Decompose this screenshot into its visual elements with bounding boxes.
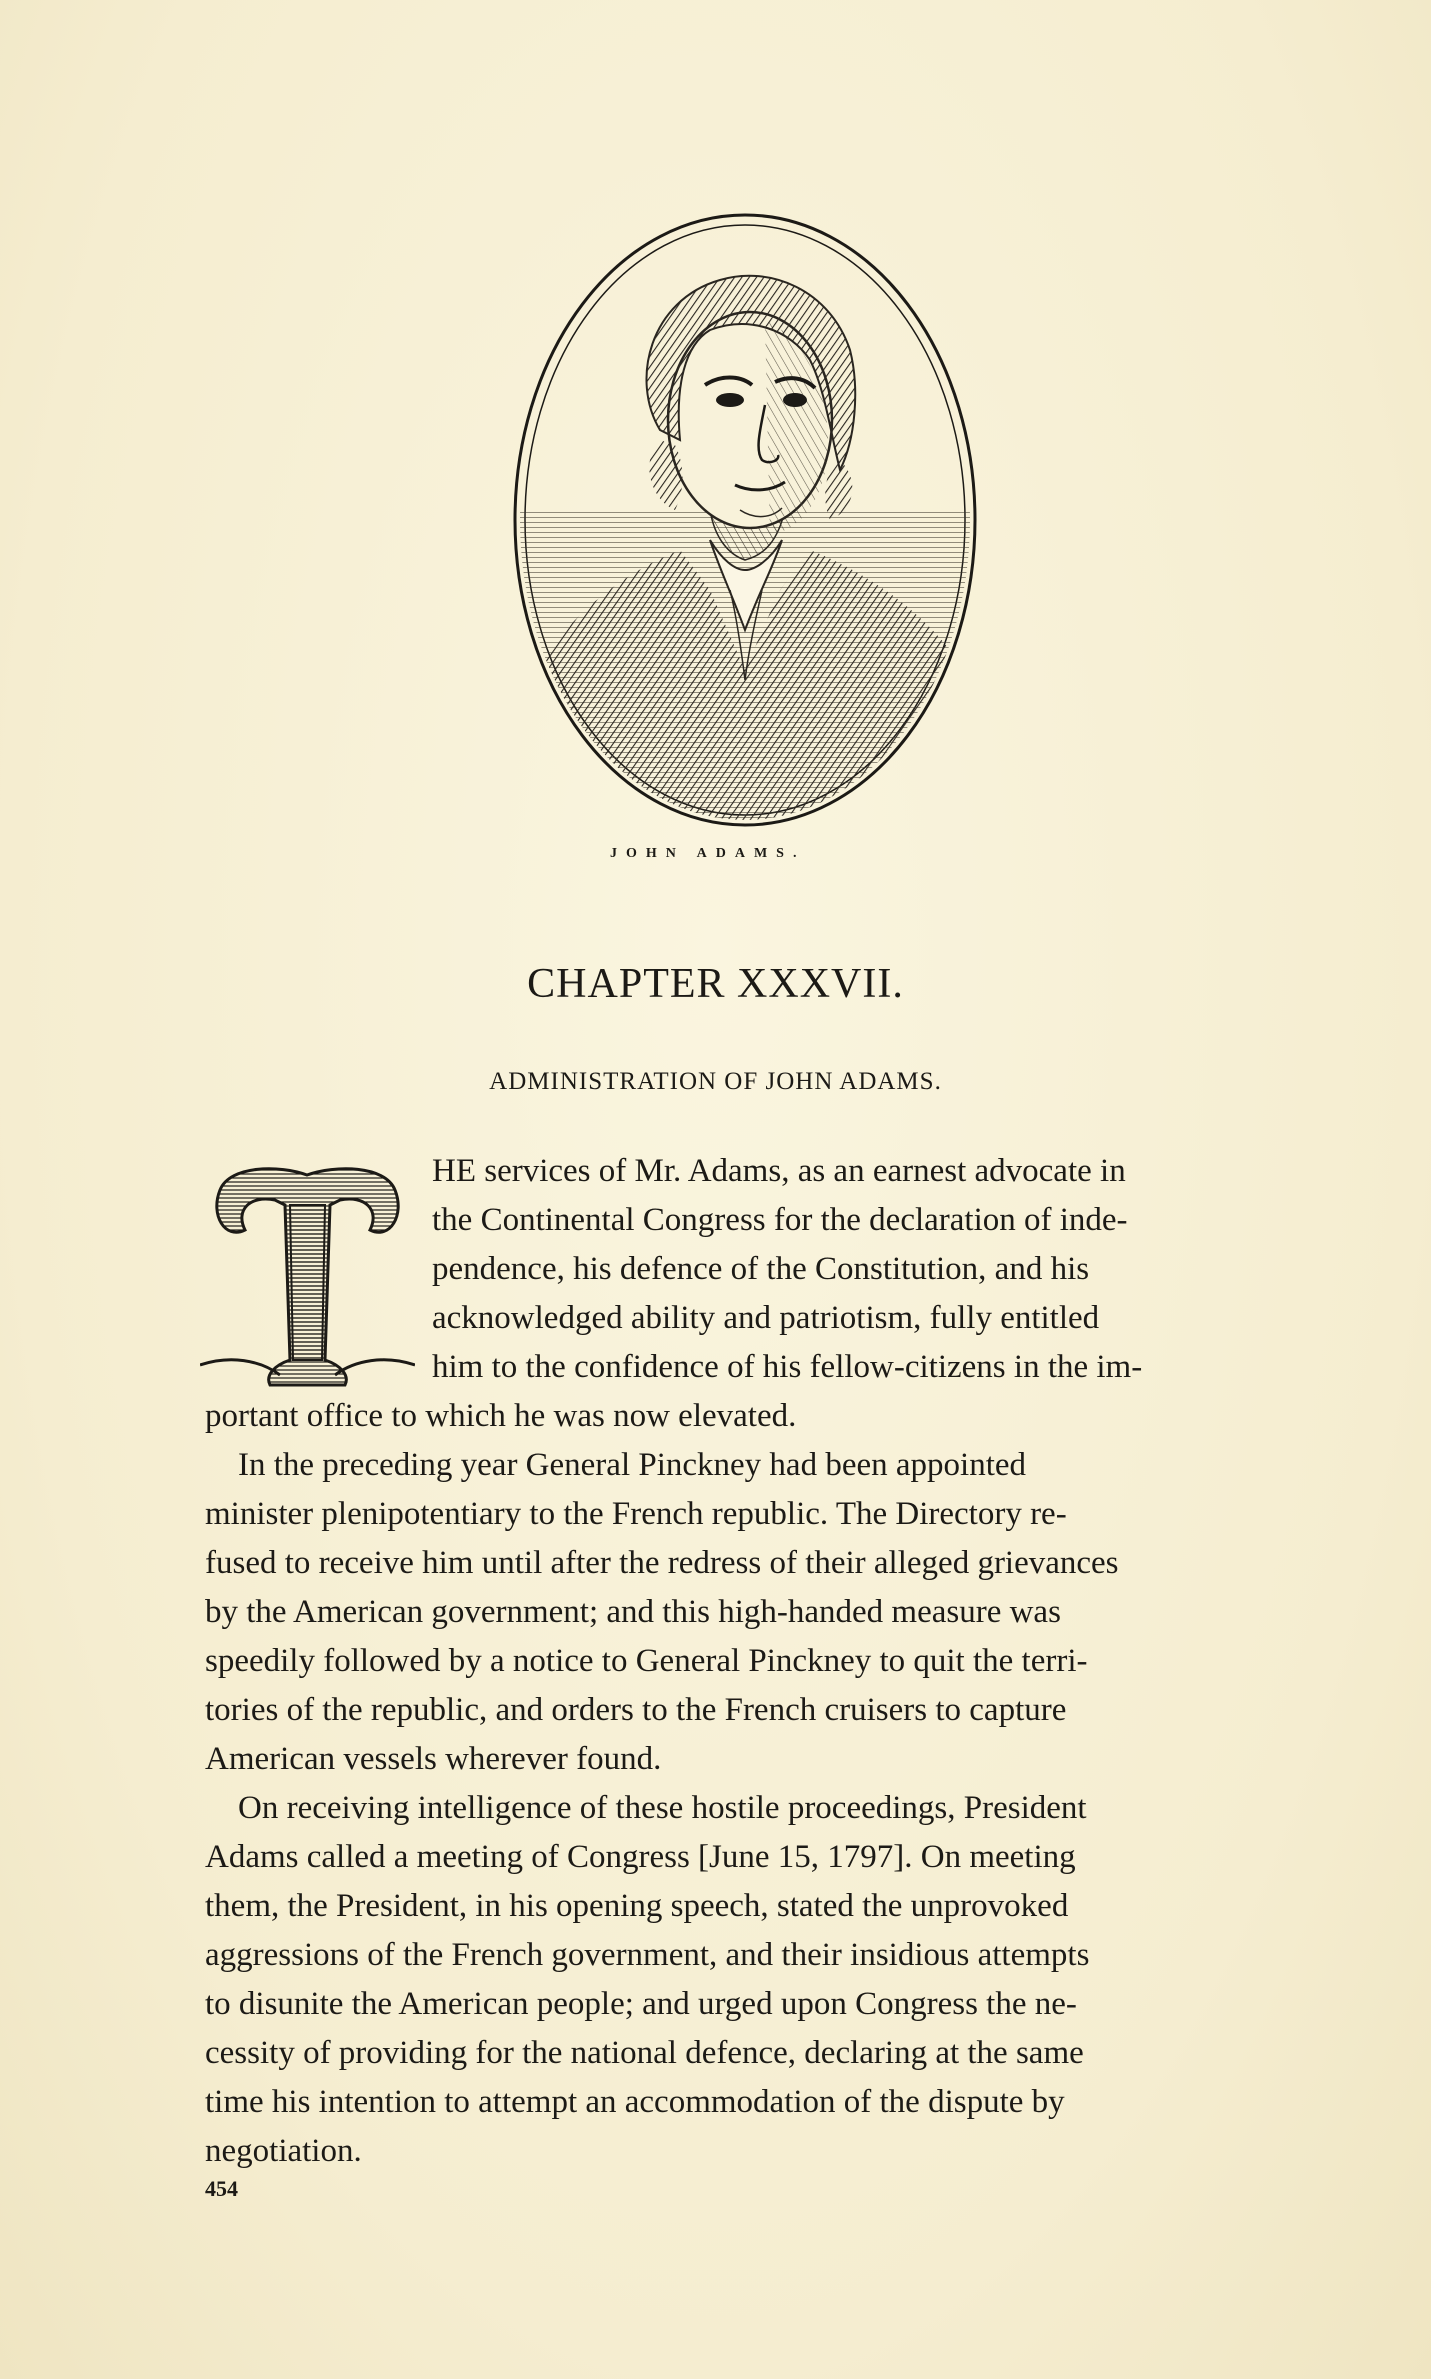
text-line: by the American government; and this high-handed measure was: [205, 1594, 1061, 1630]
text-line: fused to receive him until after the redress of their alleged grievances: [205, 1545, 1119, 1581]
portrait-caption: JOHN ADAMS.: [610, 846, 806, 861]
text-line: tories of the republic, and orders to the French cruisers to capture: [205, 1692, 1067, 1728]
text-line: Adams called a meeting of Congress [June 15, 1797]. On meeting: [205, 1839, 1076, 1875]
text-line: American vessels wherever found.: [205, 1741, 662, 1777]
text-line: acknowledged ability and patriotism, fully entitled: [432, 1300, 1100, 1336]
text-line: minister plenipotentiary to the French republic. The Directory re-: [205, 1496, 1067, 1532]
text-line: him to the confidence of his fellow-citizens in the im-: [432, 1349, 1143, 1385]
text-line: aggressions of the French government, and their insidious attempts: [205, 1937, 1090, 1973]
text-line: HE services of Mr. Adams, as an earnest advocate in: [432, 1153, 1126, 1189]
text-line: speedily followed by a notice to General Pinckney to quit the terri-: [205, 1643, 1088, 1679]
drop-cap-t: [200, 1160, 415, 1390]
text-line: the Continental Congress for the declaration of inde-: [432, 1202, 1128, 1238]
page-number: 454: [205, 2176, 238, 2201]
text-line: In the preceding year General Pinckney had been appointed: [238, 1447, 1027, 1483]
portrait-engraving: [510, 210, 980, 830]
text-line: On receiving intelligence of these hostile proceedings, President: [238, 1790, 1087, 1826]
text-line: to disunite the American people; and urged upon Congress the ne-: [205, 1986, 1077, 2022]
text-line: pendence, his defence of the Constitution, and his: [432, 1251, 1090, 1287]
chapter-subtitle: ADMINISTRATION OF JOHN ADAMS.: [489, 1068, 942, 1095]
text-line: them, the President, in his opening speech, stated the unprovoked: [205, 1888, 1069, 1924]
text-line: portant office to which he was now elevated.: [205, 1398, 797, 1434]
text-line: cessity of providing for the national defence, declaring at the same: [205, 2035, 1084, 2071]
text-line: negotiation.: [205, 2133, 362, 2169]
chapter-title: CHAPTER XXXVII.: [527, 961, 904, 1007]
text-line: time his intention to attempt an accommodation of the dispute by: [205, 2084, 1065, 2120]
